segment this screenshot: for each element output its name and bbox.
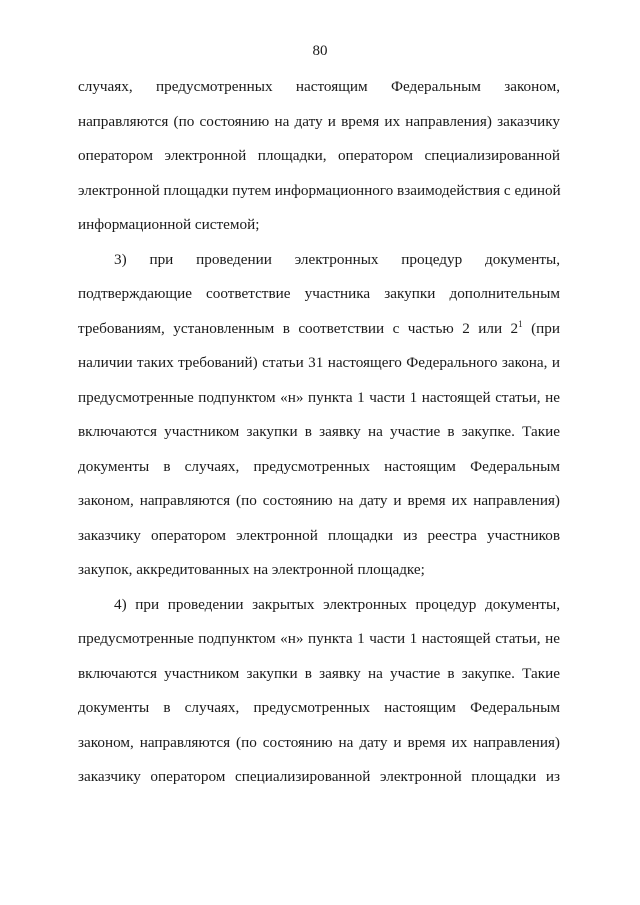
- paragraph-line: закупок, аккредитованных на электронной площадке;: [78, 561, 425, 578]
- line-text: требованиям, установленным в соответствии с частью 2 или 2: [78, 319, 519, 337]
- paragraph-line: 4) при проведении закрытых электронных процедур документы,: [114, 595, 560, 613]
- paragraph-line: случаях, предусмотренных настоящим Федеральным законом,: [78, 78, 560, 95]
- paragraph-line: оператором электронной площадки, оператором специализированной: [78, 147, 560, 164]
- paragraph-line: направляются (по состоянию на дату и время их направления) заказчику: [78, 112, 560, 130]
- paragraph-line: законом, направляются (по состоянию на дату и время их направления): [78, 733, 560, 751]
- paragraph-line-with-superscript: [78, 318, 560, 353]
- paragraph-line: документы в случаях, предусмотренных настоящим Федеральным: [78, 457, 560, 475]
- document-body: [78, 76, 560, 801]
- line-tail: (при: [522, 319, 560, 337]
- paragraph-line: документы в случаях, предусмотренных настоящим Федеральным: [78, 699, 560, 716]
- paragraph-line: 3) при проведении электронных процедур документы,: [114, 250, 560, 268]
- paragraph-line: предусмотренные подпунктом «н» пункта 1 части 1 настоящей статьи, не: [78, 388, 560, 406]
- paragraph-line: электронной площадки путем информационного взаимодействия с единой: [78, 181, 561, 199]
- paragraph-line: подтверждающие соответствие участника закупки дополнительным: [78, 285, 560, 302]
- superscript: 1: [518, 318, 523, 329]
- paragraph-line: включаются участником закупки в заявку на участие в закупке. Такие: [78, 423, 560, 440]
- paragraph-line: заказчику оператором специализированной электронной площадки из: [78, 768, 560, 785]
- paragraph-line: наличии таких требований) статьи 31 настоящего Федерального закона, и: [78, 354, 560, 371]
- paragraph-line: заказчику оператором электронной площадки из реестра участников: [78, 526, 560, 544]
- paragraph-line: законом, направляются (по состоянию на дату и время их направления): [78, 492, 560, 509]
- page-number: 80: [312, 43, 328, 59]
- paragraph-line: предусмотренные подпунктом «н» пункта 1 части 1 настоящей статьи, не: [78, 630, 560, 647]
- paragraph-line: информационной системой;: [78, 216, 260, 233]
- paragraph-line: включаются участником закупки в заявку на участие в закупке. Такие: [78, 664, 560, 682]
